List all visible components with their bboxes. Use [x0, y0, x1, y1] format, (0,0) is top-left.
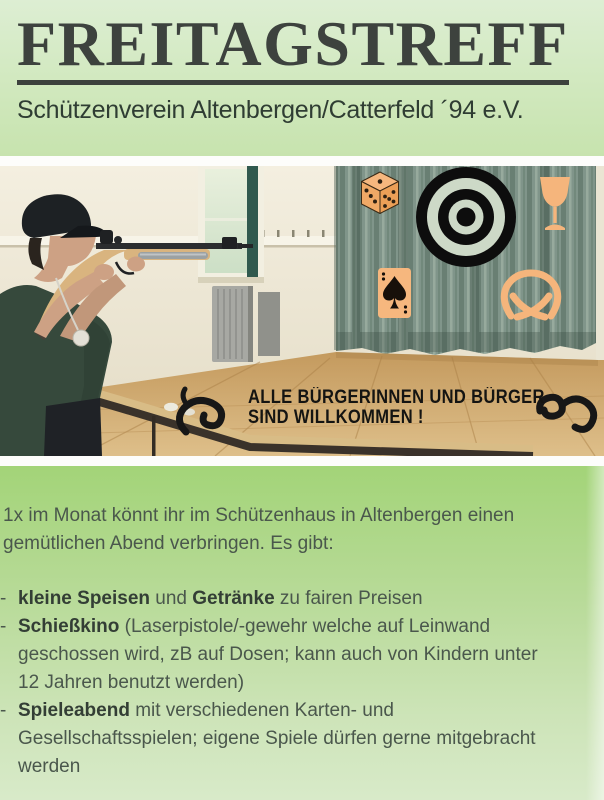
dice-icon	[362, 172, 399, 214]
caption-line-2: SIND WILLKOMMEN !	[248, 407, 424, 428]
header	[0, 0, 604, 156]
divider-strip-bottom	[0, 456, 604, 466]
bullet-text-bold: kleine Speisen	[18, 588, 151, 609]
right-wall-strip	[596, 166, 604, 364]
list-item	[0, 613, 558, 697]
page-title	[0, 0, 604, 85]
bullet-text: (Laserpistole/-gewehr welche auf Leinwand geschossen wird, zB auf Dosen; kann auch von Kindern unter 12 Jahren benutzt werden)	[18, 616, 538, 693]
intro-paragraph: 1x im Monat könnt ihr im Schützenhaus in Altenbergen einen gemütlichen Abend verbringen. Es gibt:	[3, 505, 515, 554]
info-section	[0, 466, 604, 800]
target-icon	[416, 167, 516, 267]
list-item	[0, 585, 558, 613]
bullet-dash: -	[0, 700, 7, 721]
window	[198, 166, 264, 283]
divider-strip-top	[0, 156, 604, 166]
page-title-text: FREITAGSTREFF	[17, 12, 569, 85]
caption-line-1: ALLE BÜRGERINNEN UND BÜRGER	[248, 387, 545, 408]
bullet-text-bold: Schießkino	[18, 616, 120, 637]
photo-section	[0, 166, 604, 456]
bullet-text-bold: Getränke	[192, 588, 275, 609]
bullet-text: und	[150, 588, 193, 609]
bullet-text: zu fairen Preisen	[274, 588, 423, 609]
welcome-caption	[248, 388, 545, 428]
club-subtitle: Schützenverein Altenbergen/Catterfeld ´94 e.V.	[17, 96, 524, 124]
ace-of-spades-icon	[378, 268, 411, 318]
radiator	[212, 286, 280, 362]
bullet-dash: -	[0, 616, 7, 637]
bullet-text-bold: Spieleabend	[18, 700, 130, 721]
list-item	[0, 697, 558, 781]
bullet-dash: -	[0, 588, 7, 609]
bullet-text: mit verschiedenen Karten- und Gesellschaftsspielen; eigene Spiele dürfen gerne mitgebracht werden	[18, 700, 536, 777]
info-list	[0, 585, 558, 781]
